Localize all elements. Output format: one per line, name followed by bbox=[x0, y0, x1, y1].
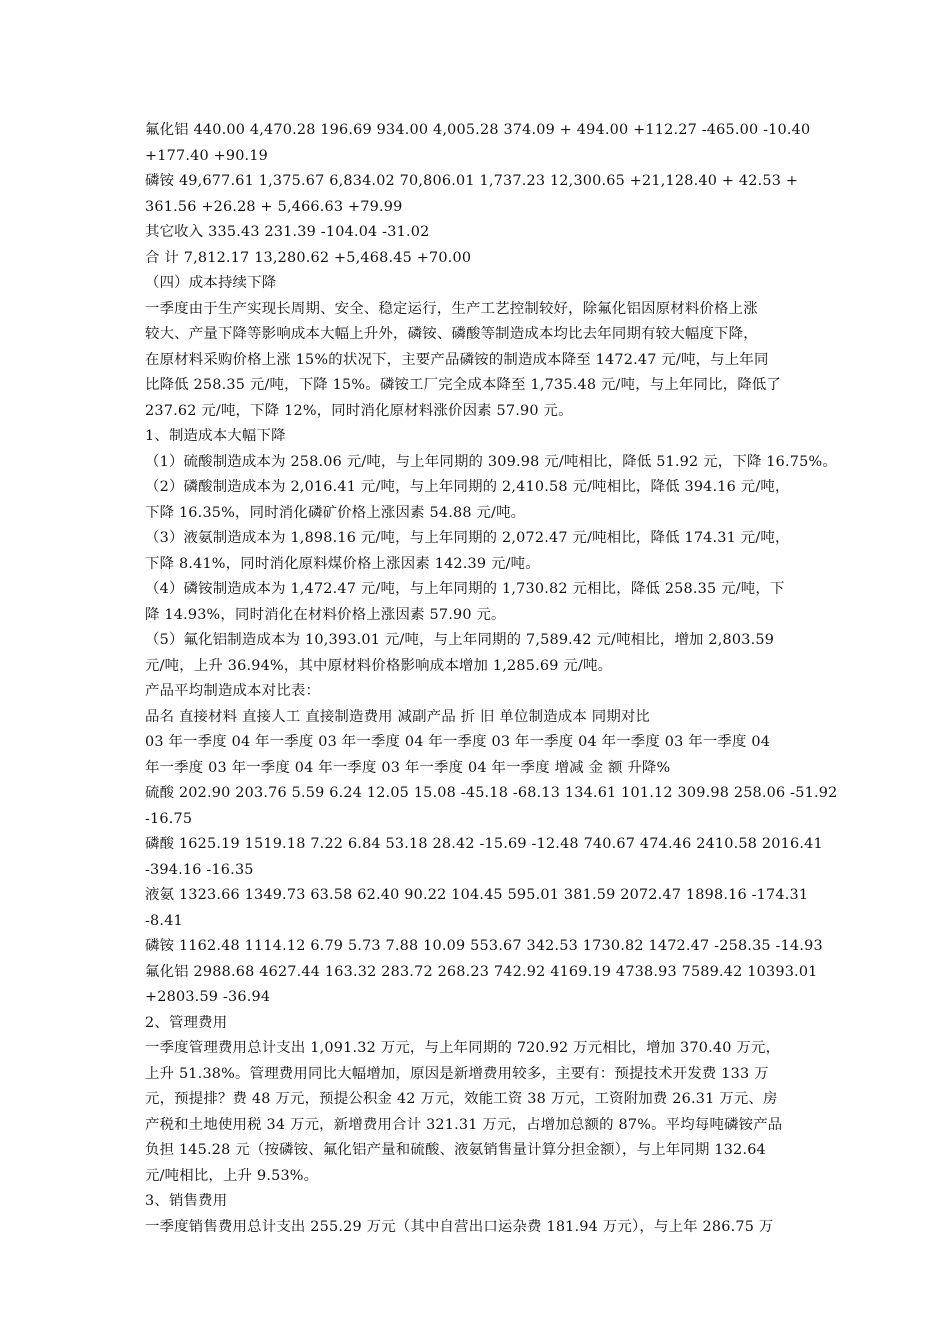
list-item-continuation: 下降 8.41%，同时消化原料煤价格上涨因素 142.39 元/吨。 bbox=[145, 555, 540, 572]
paragraph-line: 元，预提排？费 48 万元，预提公积金 42 万元，效能工资 38 万元，工资附加费 26.31 万元、房 bbox=[145, 1091, 778, 1107]
table-row-ammonium-phosphate: 磷铵 1162.48 1114.12 6.79 5.73 7.88 10.09 553.67 342.53 1730.82 1472.47 -258.35 -14.93 bbox=[145, 938, 823, 954]
table-row-other-income: 其它收入 335.43 231.39 -104.04 -31.02 bbox=[145, 224, 430, 240]
table-subheader: 年一季度 03 年一季度 04 年一季度 03 年一季度 04 年一季度 增减 金 额 升降% bbox=[145, 759, 671, 776]
table-row-continuation: -394.16 -16.35 bbox=[145, 861, 254, 878]
paragraph-line: 上升 51.38%。管理费用同比大幅增加，原因是新增费用较多，主要有：预提技术开发费 133 万 bbox=[145, 1065, 769, 1082]
list-item-sulfuric-acid: （1）硫酸制造成本为 258.06 元/吨，与上年同期的 309.98 元/吨相比，降低 51.92 元，下降 16.75%。 bbox=[145, 453, 837, 470]
table-row-continuation: +177.40 +90.19 bbox=[145, 147, 269, 164]
document-body bbox=[145, 118, 838, 1240]
table-caption: 产品平均制造成本对比表： bbox=[145, 683, 321, 699]
paragraph-line: 产税和土地使用税 34 万元，新增费用合计 321.31 万元，占增加总额的 87%。平均每吨磷铵产品 bbox=[145, 1116, 783, 1133]
table-row-continuation: +2803.59 -36.94 bbox=[145, 989, 271, 1005]
section-heading-cost-decline: （四）成本持续下降 bbox=[145, 275, 277, 291]
paragraph-line: 比降低 258.35 元/吨，下降 15%。磷铵工厂完全成本降至 1,735.48 元/吨，与上年同比，降低了 bbox=[145, 377, 782, 393]
paragraph-line: 237.62 元/吨，下降 12%，同时消化原材料涨价因素 57.90 元。 bbox=[145, 402, 573, 419]
list-item-liquid-ammonia: （3）液氨制造成本为 1,898.16 元/吨，与上年同期的 2,072.47 元/吨相比，降低 174.31 元/吨， bbox=[145, 530, 790, 546]
list-item-ammonium-phosphate: （4）磷铵制造成本为 1,472.47 元/吨，与上年同期的 1,730.82 元相比，降低 258.35 元/吨，下 bbox=[145, 581, 785, 597]
paragraph-line: 负担 145.28 元（按磷铵、氟化铝产量和硫酸、液氨销售量计算分担金额），与上年同期 132.64 bbox=[145, 1142, 766, 1158]
list-item-continuation: 元/吨，上升 36.94%，其中原材料价格影响成本增加 1,285.69 元/吨。 bbox=[145, 657, 613, 674]
table-row-continuation: -16.75 bbox=[145, 810, 193, 827]
list-item-continuation: 降 14.93%，同时消化在材料价格上涨因素 57.90 元。 bbox=[145, 606, 506, 623]
table-row-continuation: 361.56 +26.28 + 5,466.63 +79.99 bbox=[145, 198, 403, 215]
paragraph-line: 在原材料采购价格上涨 15%的状况下，主要产品磷铵的制造成本降至 1472.47 元/吨，与上年同 bbox=[145, 351, 769, 368]
table-header: 品名 直接材料 直接人工 直接制造费用 减副产品 折 旧 单位制造成本 同期对比 bbox=[145, 708, 651, 725]
list-item-continuation: 下降 16.35%，同时消化磷矿价格上涨因素 54.88 元/吨。 bbox=[145, 504, 526, 521]
table-row-phosphoric-acid: 磷酸 1625.19 1519.18 7.22 6.84 53.18 28.42 -15.69 -12.48 740.67 474.46 2410.58 2016.41 bbox=[145, 836, 823, 852]
table-subheader: 03 年一季度 04 年一季度 03 年一季度 04 年一季度 03 年一季度 04 年一季度 03 年一季度 04 bbox=[145, 734, 771, 750]
paragraph-line: 较大、产量下降等影响成本大幅上升外，磷铵、磷酸等制造成本均比去年同期有较大幅度下降， bbox=[145, 326, 758, 342]
paragraph-line: 一季度销售费用总计支出 255.29 万元（其中自营出口运杂费 181.94 万元），与上年 286.75 万 bbox=[145, 1218, 774, 1235]
table-row-total: 合 计 7,812.17 13,280.62 +5,468.45 +70.00 bbox=[145, 249, 472, 266]
table-row-continuation: -8.41 bbox=[145, 912, 183, 929]
paragraph-line: 一季度由于生产实现长周期、安全、稳定运行，生产工艺控制较好，除氟化铝因原材料价格上涨 bbox=[145, 300, 758, 317]
table-row-aluminum-fluoride: 氟化铝 2988.68 4627.44 163.32 283.72 268.23 742.92 4169.19 4738.93 7589.42 10393.01 bbox=[145, 963, 818, 980]
table-row-aluminum-fluoride: 氟化铝 440.00 4,470.28 196.69 934.00 4,005.28 374.09 + 494.00 +112.27 -465.00 -10.40 bbox=[145, 122, 811, 138]
table-row-sulfuric-acid: 硫酸 202.90 203.76 5.59 6.24 12.05 15.08 -45.18 -68.13 134.61 101.12 309.98 258.06 -51.92 bbox=[145, 785, 838, 801]
paragraph-line: 一季度管理费用总计支出 1,091.32 万元，与上年同期的 720.92 万元相比，增加 370.40 万元， bbox=[145, 1040, 781, 1056]
section-heading-admin-expenses: 2、管理费用 bbox=[145, 1014, 228, 1031]
table-row-liquid-ammonia: 液氨 1323.66 1349.73 63.58 62.40 90.22 104.45 595.01 381.59 2072.47 1898.16 -174.31 bbox=[145, 887, 809, 903]
list-item-aluminum-fluoride: （5）氟化铝制造成本为 10,393.01 元/吨，与上年同期的 7,589.42 元/吨相比，增加 2,803.59 bbox=[145, 632, 775, 648]
list-item-phosphoric-acid: （2）磷酸制造成本为 2,016.41 元/吨，与上年同期的 2,410.58 元/吨相比，降低 394.16 元/吨， bbox=[145, 479, 790, 495]
table-row-ammonium-phosphate: 磷铵 49,677.61 1,375.67 6,834.02 70,806.01 1,737.23 12,300.65 +21,128.40 + 42.53 + bbox=[145, 173, 799, 189]
section-heading-manufacturing-cost: 1、制造成本大幅下降 bbox=[145, 428, 286, 444]
section-heading-sales-expenses: 3、销售费用 bbox=[145, 1193, 228, 1209]
paragraph-line: 元/吨相比，上升 9.53%。 bbox=[145, 1167, 319, 1184]
